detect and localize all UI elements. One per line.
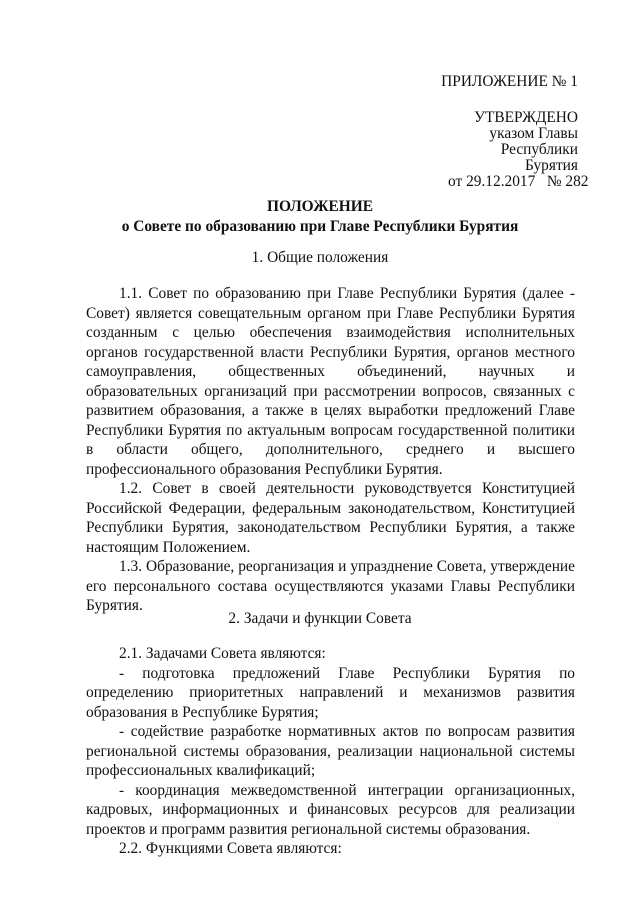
approved-heading: УТВЕРЖДЕНО xyxy=(474,109,578,126)
paragraph-1-2: 1.2. Совет в своей деятельности руководствуется Конституцией Российской Федерации, федеральным законодательством, Конституцией Республики Бурятия, законодательством Республики Бурятия, а также настоящим Положением. xyxy=(86,480,575,556)
appendix-label: ПРИЛОЖЕНИЕ № 1 xyxy=(441,73,578,90)
document-subtitle: о Совете по образованию при Главе Республики Бурятия xyxy=(121,218,519,235)
paragraph-1-3: 1.3. Образование, реорганизация и упразднение Совета, утверждение его персонального состава осуществляются указами Главы Республики Бурятия. xyxy=(86,558,575,614)
task-item: - координация межведомственной интеграции организационных, кадровых, информационных и финансовых ресурсов для реализации проектов и программ развития региональной системы образования. xyxy=(86,781,575,838)
paragraph-1-1: 1.1. Совет по образованию при Главе Республики Бурятия (далее - Совет) является совещательным органом при Главе Республики Бурятия созданным с целью обеспечения взаимодействия исполнительных органов государственной власти Республики Бурятия, органов местного самоуправления, общественных объединений, научных и образовательных организаций при рассмотрении вопросов, связанных с развитием образования, а также в целях выработки предложений Главе Республики Бурятия по актуальным вопросам государственной политики в области общего, дополнительного, среднего и высшего профессионального образования Республики Бурятия. xyxy=(86,285,575,478)
document-title: ПОЛОЖЕНИЕ xyxy=(267,198,373,215)
task-item: - подготовка предложений Главе Республики Бурятия по определению приоритетных направлений и механизмов развития образования в Республике Бурятия; xyxy=(86,664,575,721)
approval-stamp xyxy=(448,109,589,190)
approved-by: указом Главы xyxy=(489,125,578,142)
paragraph-2-2: 2.2. Функциями Совета являются: xyxy=(119,840,342,857)
approved-date-number: от 29.12.2017 № 282 xyxy=(448,173,589,190)
paragraph-2-1: 2.1. Задачами Совета являются: xyxy=(119,645,326,662)
section-tasks-body xyxy=(86,644,575,859)
section-heading-tasks: 2. Задачи и функции Совета xyxy=(228,610,412,627)
section-heading-general: 1. Общие положения xyxy=(251,249,389,266)
section-general-body xyxy=(86,284,575,616)
task-item: - содействие разработке нормативных актов по вопросам развития региональной системы образования, реализации национальной системы профессиональных квалификаций; xyxy=(86,723,575,779)
approved-authority: Республики Бурятия xyxy=(500,141,578,174)
